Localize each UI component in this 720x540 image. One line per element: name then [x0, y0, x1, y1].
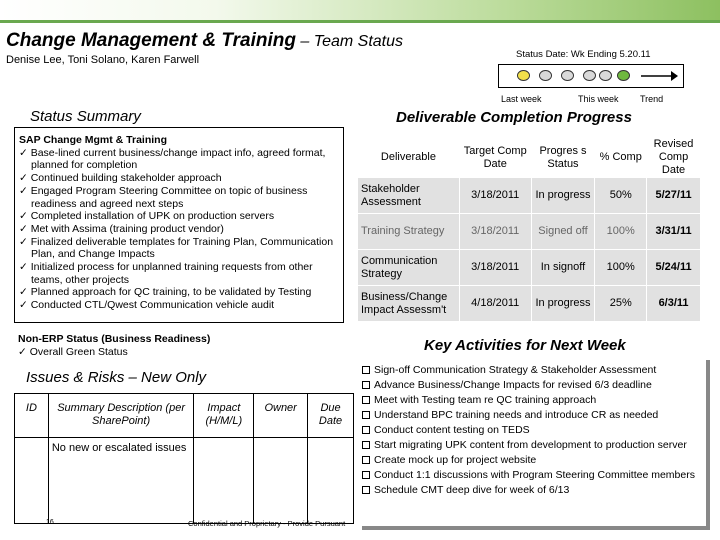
deliverable-progress-heading: Deliverable Completion Progress [396, 109, 632, 126]
key-activity-text: Start migrating UPK content from development to production server [374, 439, 687, 451]
checkbox-icon [362, 426, 370, 434]
table-row [358, 214, 701, 250]
status-indicator [498, 64, 684, 88]
key-activities-box [358, 360, 706, 526]
non-erp-status [18, 333, 210, 359]
footer-text: Confidential and Proprietary - Provide Pursuant [188, 519, 346, 528]
issues-table [14, 393, 354, 524]
revised-date: 5/27/11 [647, 178, 701, 214]
revised-date: 6/3/11 [647, 286, 701, 322]
list-item [362, 408, 704, 423]
summary-item: ✓ Completed installation of UPK on production servers [19, 210, 275, 223]
table-row [358, 250, 701, 286]
list-item [362, 453, 704, 468]
page-number: 16 [46, 519, 54, 526]
key-activity-text: Create mock up for project website [374, 454, 537, 466]
col-header-impact: Impact (H/M/L) [194, 394, 254, 438]
deliverable-name: Training Strategy [358, 214, 460, 250]
issue-impact [194, 438, 254, 524]
summary-item: ✓ Initialized process for unplanned training requests from other teams, other projects [19, 261, 313, 286]
table-row [358, 178, 701, 214]
key-activity-text: Advance Business/Change Impacts for revised 6/3 deadline [374, 379, 652, 391]
target-date: 4/18/2011 [459, 286, 531, 322]
checkbox-icon [362, 411, 370, 419]
key-activity-text: Sign-off Communication Strategy & Stakeholder Assessment [374, 364, 657, 376]
col-header-owner: Owner [254, 394, 308, 438]
trend-label: Trend [640, 94, 664, 104]
this-week-dot [617, 70, 630, 81]
top-divider [0, 20, 720, 23]
status-summary-box [14, 127, 344, 323]
deliverable-name: Stakeholder Assessment [358, 178, 460, 214]
non-erp-item: ✓ Overall Green Status [18, 346, 128, 358]
issue-summary: No new or escalated issues [48, 438, 193, 524]
revised-date: 5/24/11 [647, 250, 701, 286]
inactive-dot-4 [599, 70, 612, 81]
summary-item: ✓ Engaged Program Steering Committee on topic of business readiness and agreed next steps [19, 184, 308, 210]
box-shadow-right [706, 360, 710, 526]
title-separator: – [295, 33, 314, 50]
col-header-revised: Revised Comp Date [647, 138, 701, 178]
summary-item: ✓ Continued building stakeholder approach [19, 172, 222, 185]
pct-complete: 25% [595, 286, 647, 322]
inactive-dot-2 [561, 70, 574, 81]
this-week-label: This week [578, 94, 619, 104]
box-shadow-bottom [362, 526, 710, 530]
target-date: 3/18/2011 [459, 178, 531, 214]
team-names: Denise Lee, Toni Solano, Karen Farwell [6, 54, 200, 66]
list-item [362, 393, 704, 408]
list-item [362, 438, 704, 453]
progress-status: In signoff [531, 250, 595, 286]
key-activity-text: Understand BPC training needs and introduce CR as needed [374, 409, 659, 421]
summary-section-title: SAP Change Mgmt & Training [19, 134, 167, 146]
checkbox-icon [362, 366, 370, 374]
summary-item: ✓ Base-lined current business/change impact info, agreed format, planned for completion [19, 146, 326, 172]
summary-item: ✓ Planned approach for QC training, to be validated by Testing [19, 286, 312, 299]
checkbox-icon [362, 381, 370, 389]
table-row [15, 438, 354, 524]
list-item [362, 378, 704, 393]
target-date: 3/18/2011 [459, 250, 531, 286]
status-summary-heading: Status Summary [30, 108, 141, 125]
list-item [362, 363, 704, 378]
inactive-dot-1 [539, 70, 552, 81]
checkbox-icon [362, 486, 370, 494]
progress-status: In progress [531, 286, 595, 322]
last-week-dot [517, 70, 530, 81]
issue-owner [254, 438, 308, 524]
deliverables-table [357, 137, 701, 322]
inactive-dot-3 [583, 70, 596, 81]
list-item [362, 483, 704, 498]
col-header-summary: Summary Description (per SharePoint) [48, 394, 193, 438]
col-header-target: Target Comp Date [459, 138, 531, 178]
pct-complete: 50% [595, 178, 647, 214]
progress-status: In progress [531, 178, 595, 214]
progress-status: Signed off [531, 214, 595, 250]
title-sub: Team Status [313, 33, 403, 50]
revised-date: 3/31/11 [647, 214, 701, 250]
key-activity-text: Meet with Testing team re QC training approach [374, 394, 597, 406]
issue-id [15, 438, 49, 524]
table-row [358, 286, 701, 322]
issue-due [308, 438, 354, 524]
pct-complete: 100% [595, 214, 647, 250]
col-header-id: ID [15, 394, 49, 438]
key-activity-text: Conduct 1:1 discussions with Program Steering Committee members [374, 469, 695, 481]
checkbox-icon [362, 396, 370, 404]
title-main: Change Management & Training [6, 30, 296, 51]
last-week-label: Last week [501, 94, 542, 104]
deliverable-name: Business/Change Impact Assessm't [358, 286, 460, 322]
summary-item: ✓ Finalized deliverable templates for Training Plan, Communication Plan, and Change Impacts [19, 235, 334, 261]
list-item [362, 423, 704, 438]
key-activities-heading: Key Activities for Next Week [424, 337, 626, 354]
col-header-status: Progres s Status [531, 138, 595, 178]
checkbox-icon [362, 441, 370, 449]
non-erp-title: Non-ERP Status (Business Readiness) [18, 333, 211, 345]
col-header-due: Due Date [308, 394, 354, 438]
pct-complete: 100% [595, 250, 647, 286]
page-title [6, 30, 403, 52]
summary-item: ✓ Conducted CTL/Qwest Communication vehicle audit [19, 299, 275, 312]
col-header-pct: % Comp [595, 138, 647, 178]
col-header-deliverable: Deliverable [358, 138, 460, 178]
deliverable-name: Communication Strategy [358, 250, 460, 286]
top-banner [0, 0, 720, 20]
target-date: 3/18/2011 [459, 214, 531, 250]
checkbox-icon [362, 456, 370, 464]
status-date: Status Date: Wk Ending 5.20.11 [516, 49, 651, 60]
checkbox-icon [362, 471, 370, 479]
list-item [362, 468, 704, 483]
summary-item: ✓ Met with Assima (training product vendor) [19, 222, 224, 235]
key-activity-text: Conduct content testing on TEDS [374, 424, 530, 436]
key-activity-text: Schedule CMT deep dive for week of 6/13 [374, 484, 570, 496]
issues-risks-heading: Issues & Risks – New Only [26, 369, 207, 386]
trend-arrow-icon [639, 69, 679, 83]
